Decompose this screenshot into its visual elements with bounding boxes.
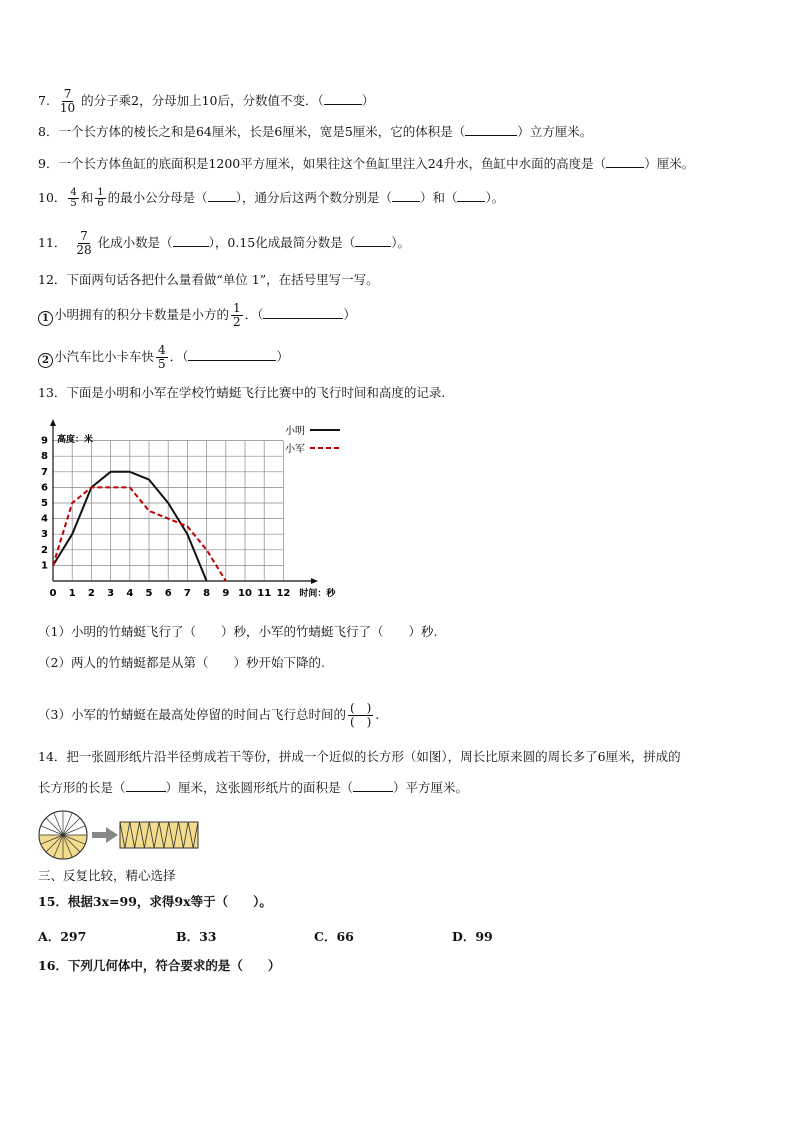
question-12 [38,272,379,288]
x-tick-label: 0 [49,588,57,599]
answer-blank[interactable] [606,157,644,168]
option-b[interactable]: B．33 [176,929,217,944]
question-number: 10． [38,190,67,205]
x-tick-label: 8 [203,588,211,599]
y-tick-label: 7 [41,466,48,478]
question-15: 15．根据3x=99，求得9x等于（ ）。 [38,894,272,909]
y-axis-arrow [50,419,56,426]
section-3-heading: 三、反复比较，精心选择 [38,868,176,883]
x-tick-label: 2 [87,588,95,599]
question-12-item-2: 2 小汽车比小卡车快 $\frac{4}{5}$ ．（ ） [38,344,289,371]
y-tick-label: 5 [41,498,48,509]
question-9: 9．一个长方体鱼缸的底面积是1200平方厘米，如果往这个鱼缸里注入24升水，鱼缸中水面的高度是（ ）厘米。 [38,156,695,171]
approx-rectangle-icon [120,822,198,848]
y-axis-label: 高度：米 [57,435,94,445]
y-tick-label: 9 [41,435,48,447]
y-tick-label: 8 [41,451,48,463]
x-tick-label: 12 [276,588,291,599]
question-13-part-2: （2）两人的竹蜻蜓都是从第（ ）秒开始下降的. [38,655,325,670]
y-tick-label: 2 [41,544,48,556]
y-tick-label: 1 [41,560,48,572]
answer-blank[interactable] [208,191,236,202]
x-tick-label: 6 [164,588,172,599]
x-tick-label: 1 [68,588,76,599]
answer-blank[interactable] [457,191,485,202]
flight-line-chart [36,418,356,614]
x-tick-label: 11 [257,588,272,599]
fraction: $\frac{4}{5}$ [70,187,77,209]
x-axis-arrow [311,578,318,584]
y-tick-label: 3 [41,529,48,541]
x-tick-label: 3 [107,588,115,599]
question-text: 13．下面是小明和小军在学校竹蜻蜓飞行比赛中的飞行时间和高度的记录. [38,385,446,400]
question-8: 8．一个长方体的棱长之和是64厘米，长是6厘米，宽是5厘米，它的体积是（ ）立方厘米。 [38,124,593,139]
answer-blank[interactable] [324,94,362,105]
circle-to-rectangle-figure [38,808,200,862]
x-tick-label: 9 [222,588,230,599]
question-14-line-1: 14．把一张圆形纸片沿半径剪成若干等份，拼成一个近似的长方形（如图），周长比原来圆的周长多了6厘米，拼成的 [38,749,681,764]
answer-blank[interactable] [465,125,517,136]
question-13 [38,385,445,401]
question-7: 7. $\frac{7}{10}$ 的分子乘2，分母加上10后，分数值不变．（ ） [38,87,375,115]
y-tick-label: 4 [41,513,48,525]
option-c[interactable]: C．66 [314,929,354,944]
answer-blank[interactable] [392,191,420,202]
fraction-blank[interactable]: $\frac{( )}{( )}$ [349,701,372,729]
question-12-item-1: 1 小明拥有的积分卡数量是小方的 $\frac{1}{2}$ ．（ ） [38,302,356,329]
legend-label: 小军 [285,444,305,455]
question-10: 10． $\frac{4}{5}$ 和 $\frac{1}{6}$ 的最小公分母是（ ），通分后这两个数分别是（ ）和（ ）。 [38,187,505,209]
question-text: 12．下面两句话各把什么量看做“单位 1”，在括号里写一写。 [38,272,379,287]
legend-label: 小明 [285,426,305,437]
answer-blank[interactable] [355,236,391,247]
x-tick-label: 10 [238,588,252,599]
question-number: 11． [38,235,67,250]
question-14-line-2: 长方形的长是（ ）厘米，这张圆形纸片的面积是（ ）平方厘米。 [38,780,469,795]
arrow-icon [92,827,118,843]
answer-blank[interactable] [126,781,166,792]
question-text: 9．一个长方体鱼缸的底面积是1200平方厘米，如果往这个鱼缸里注入24升水，鱼缸中水面的高度是（ [38,156,607,171]
option-d[interactable]: D．99 [452,929,493,944]
fraction: $\frac{7}{10}$ [59,87,76,115]
question-11: 11． $\frac{7}{28}$ 化成小数是（ ），0.15化成最简分数是（ ）。 [38,229,410,257]
question-16: 16．下列几何体中，符合要求的是（ ） [38,958,281,973]
fraction: $\frac{1}{2}$ [233,301,241,329]
answer-blank[interactable] [188,350,276,361]
circled-number: 2 [38,353,53,368]
y-tick-label: 6 [41,482,48,494]
x-axis-label: 时间：秒 [299,589,336,599]
x-tick-label: 7 [183,588,191,599]
fraction: $\frac{7}{28}$ [76,229,92,257]
fraction: $\frac{4}{5}$ [158,343,166,371]
fraction: $\frac{1}{6}$ [97,187,104,209]
question-13-part-3: （3）小军的竹蜻蜓在最高处停留的时间占飞行总时间的 $\frac{( )}{( )}$ . [38,701,380,729]
question-text: 的分子乘2，分母加上10后，分数值不变．（ [81,93,324,108]
x-tick-label: 5 [145,588,153,599]
circled-number: 1 [38,311,53,326]
answer-blank[interactable] [263,308,343,319]
answer-blank[interactable] [173,236,209,247]
question-text: 8．一个长方体的棱长之和是64厘米，长是6厘米，宽是5厘米，它的体积是（ [38,124,466,139]
answer-blank[interactable] [353,781,393,792]
option-a[interactable]: A．297 [38,929,87,944]
question-13-part-1: （1）小明的竹蜻蜓飞行了（ ）秒，小军的竹蜻蜓飞行了（ ）秒. [38,624,438,639]
x-tick-label: 4 [126,588,134,599]
sectored-circle-icon [39,811,87,859]
question-number: 7. [38,93,50,108]
